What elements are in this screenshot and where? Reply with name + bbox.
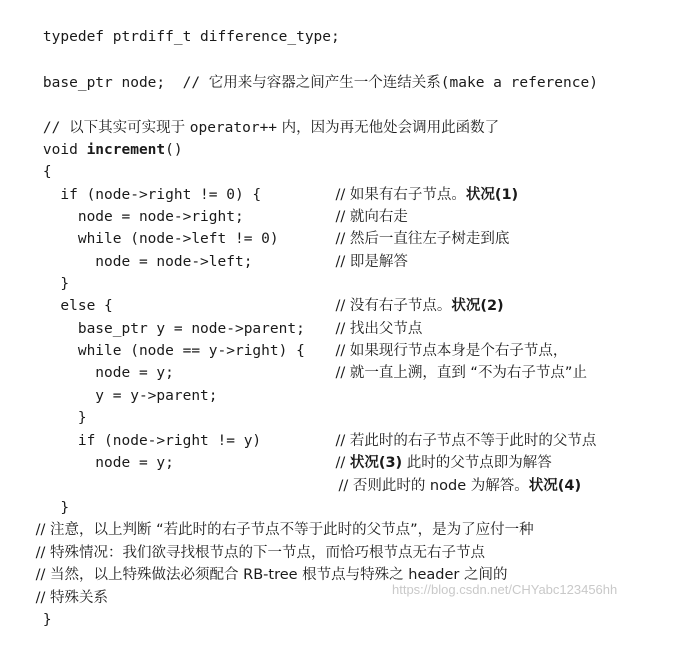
code-line-close-else: [8, 478, 70, 516]
code-text: node = node->left;: [42, 254, 253, 270]
code-line-parent: [8, 299, 305, 337]
code-line-function-signature: [8, 120, 183, 158]
comment-text: 它用来与容器之间产生一个连结关系: [208, 75, 441, 91]
code-line-go-right: [8, 187, 244, 225]
comment-text: (make a reference): [440, 75, 598, 91]
comment-text: 内，因为再无他处会调用此函数了: [277, 120, 500, 136]
code-text: }: [42, 612, 52, 628]
code-text: base_ptr y = node->parent;: [42, 321, 305, 337]
code-line-final-brace: [8, 590, 52, 628]
comment-text: operator++: [189, 120, 278, 136]
comment-line: [317, 209, 510, 247]
code-text: base_ptr node; //: [42, 75, 209, 91]
code-line-if-not-y: [8, 411, 262, 449]
case-label: 状况(1): [465, 187, 519, 203]
comment-text: // 就一直上溯，直到 “不为右子节点”止: [335, 365, 587, 381]
code-text: y = y->parent;: [42, 388, 218, 404]
comment-line: [317, 165, 519, 203]
code-text: typedef ptrdiff_t difference_type;: [42, 29, 340, 45]
comment-text: // 如果有右子节点。: [335, 187, 466, 203]
comment-text: // 没有右子节点。: [335, 298, 452, 314]
code-text: }: [42, 500, 70, 516]
code-text: else {: [42, 298, 113, 314]
code-text: if (node->right != 0) {: [42, 187, 262, 203]
comment-line: [317, 299, 423, 337]
code-line-typedef: [8, 7, 340, 45]
code-line-base-ptr-node: [8, 53, 598, 91]
code-line-while-right: [8, 321, 305, 359]
comment-text: 此时的父节点即为解答: [402, 455, 552, 471]
code-text: while (node == y->right) {: [42, 343, 305, 359]
note-line: [8, 500, 534, 538]
code-text: node = y;: [42, 455, 174, 471]
code-text: (): [165, 142, 183, 158]
comment-marker: //: [42, 120, 70, 136]
comment-marker: //: [335, 455, 350, 471]
comment-text: // 如果现行节点本身是个右子节点，: [335, 343, 568, 359]
function-name: increment: [86, 142, 166, 158]
note-line: [8, 523, 486, 561]
code-text: node = y;: [42, 365, 174, 381]
code-line-close-brace: [8, 254, 70, 292]
keyword: void: [42, 142, 87, 158]
comment-text: // 否则此时的 node 为解答。: [338, 478, 529, 494]
code-text: }: [42, 410, 87, 426]
code-line-while-left: [8, 209, 279, 247]
comment-line: [317, 343, 587, 381]
case-label: 状况(3): [349, 455, 403, 471]
code-line-y-parent: [8, 366, 218, 404]
code-text: node = node->right;: [42, 209, 244, 225]
code-line-close-while: [8, 388, 87, 426]
comment-line: [317, 433, 552, 471]
comment-line: [317, 187, 408, 225]
note-line: [8, 568, 109, 606]
comment-line: [320, 456, 582, 494]
code-text: }: [42, 276, 70, 292]
case-label: 状况(2): [451, 298, 504, 314]
code-text: {: [42, 164, 52, 180]
comment-text: // 特殊关系: [26, 590, 109, 606]
code-text: while (node->left != 0): [42, 231, 279, 247]
comment-text: // 当然，以上特殊做法必须配合 RB-tree 根节点与特殊之 header 之间的: [26, 567, 508, 583]
comment-line: [317, 232, 408, 270]
case-label: 状况(4): [528, 478, 582, 494]
code-line-if-right: [8, 165, 262, 203]
code-text: if (node->right != y): [42, 433, 262, 449]
code-line-node-eq-y: [8, 343, 174, 381]
comment-text: // 然后一直往左子树走到底: [335, 231, 510, 247]
comment-text: // 若此时的右子节点不等于此时的父节点: [335, 433, 597, 449]
code-line-comment-operator: [8, 98, 500, 136]
code-line-else: [8, 276, 113, 314]
code-line-go-left: [8, 232, 253, 270]
code-line-node-y: [8, 433, 174, 471]
watermark: https://blog.csdn.net/CHYabc123456hh: [392, 582, 618, 597]
comment-text: // 即是解答: [335, 254, 408, 270]
comment-line: [317, 411, 597, 449]
comment-text: // 注意，以上判断 “若此时的右子节点不等于此时的父节点”，是为了应付一种: [26, 522, 534, 538]
comment-line: [317, 276, 504, 314]
comment-text: 以下其实可实现于: [69, 120, 190, 136]
code-line-open-brace: [8, 142, 52, 180]
comment-text: // 就向右走: [335, 209, 408, 225]
comment-line: [317, 321, 568, 359]
comment-text: // 找出父节点: [335, 321, 423, 337]
comment-text: // 特殊情况：我们欲寻找根节点的下一节点，而恰巧根节点无右子节点: [26, 545, 486, 561]
note-line: [8, 545, 508, 583]
